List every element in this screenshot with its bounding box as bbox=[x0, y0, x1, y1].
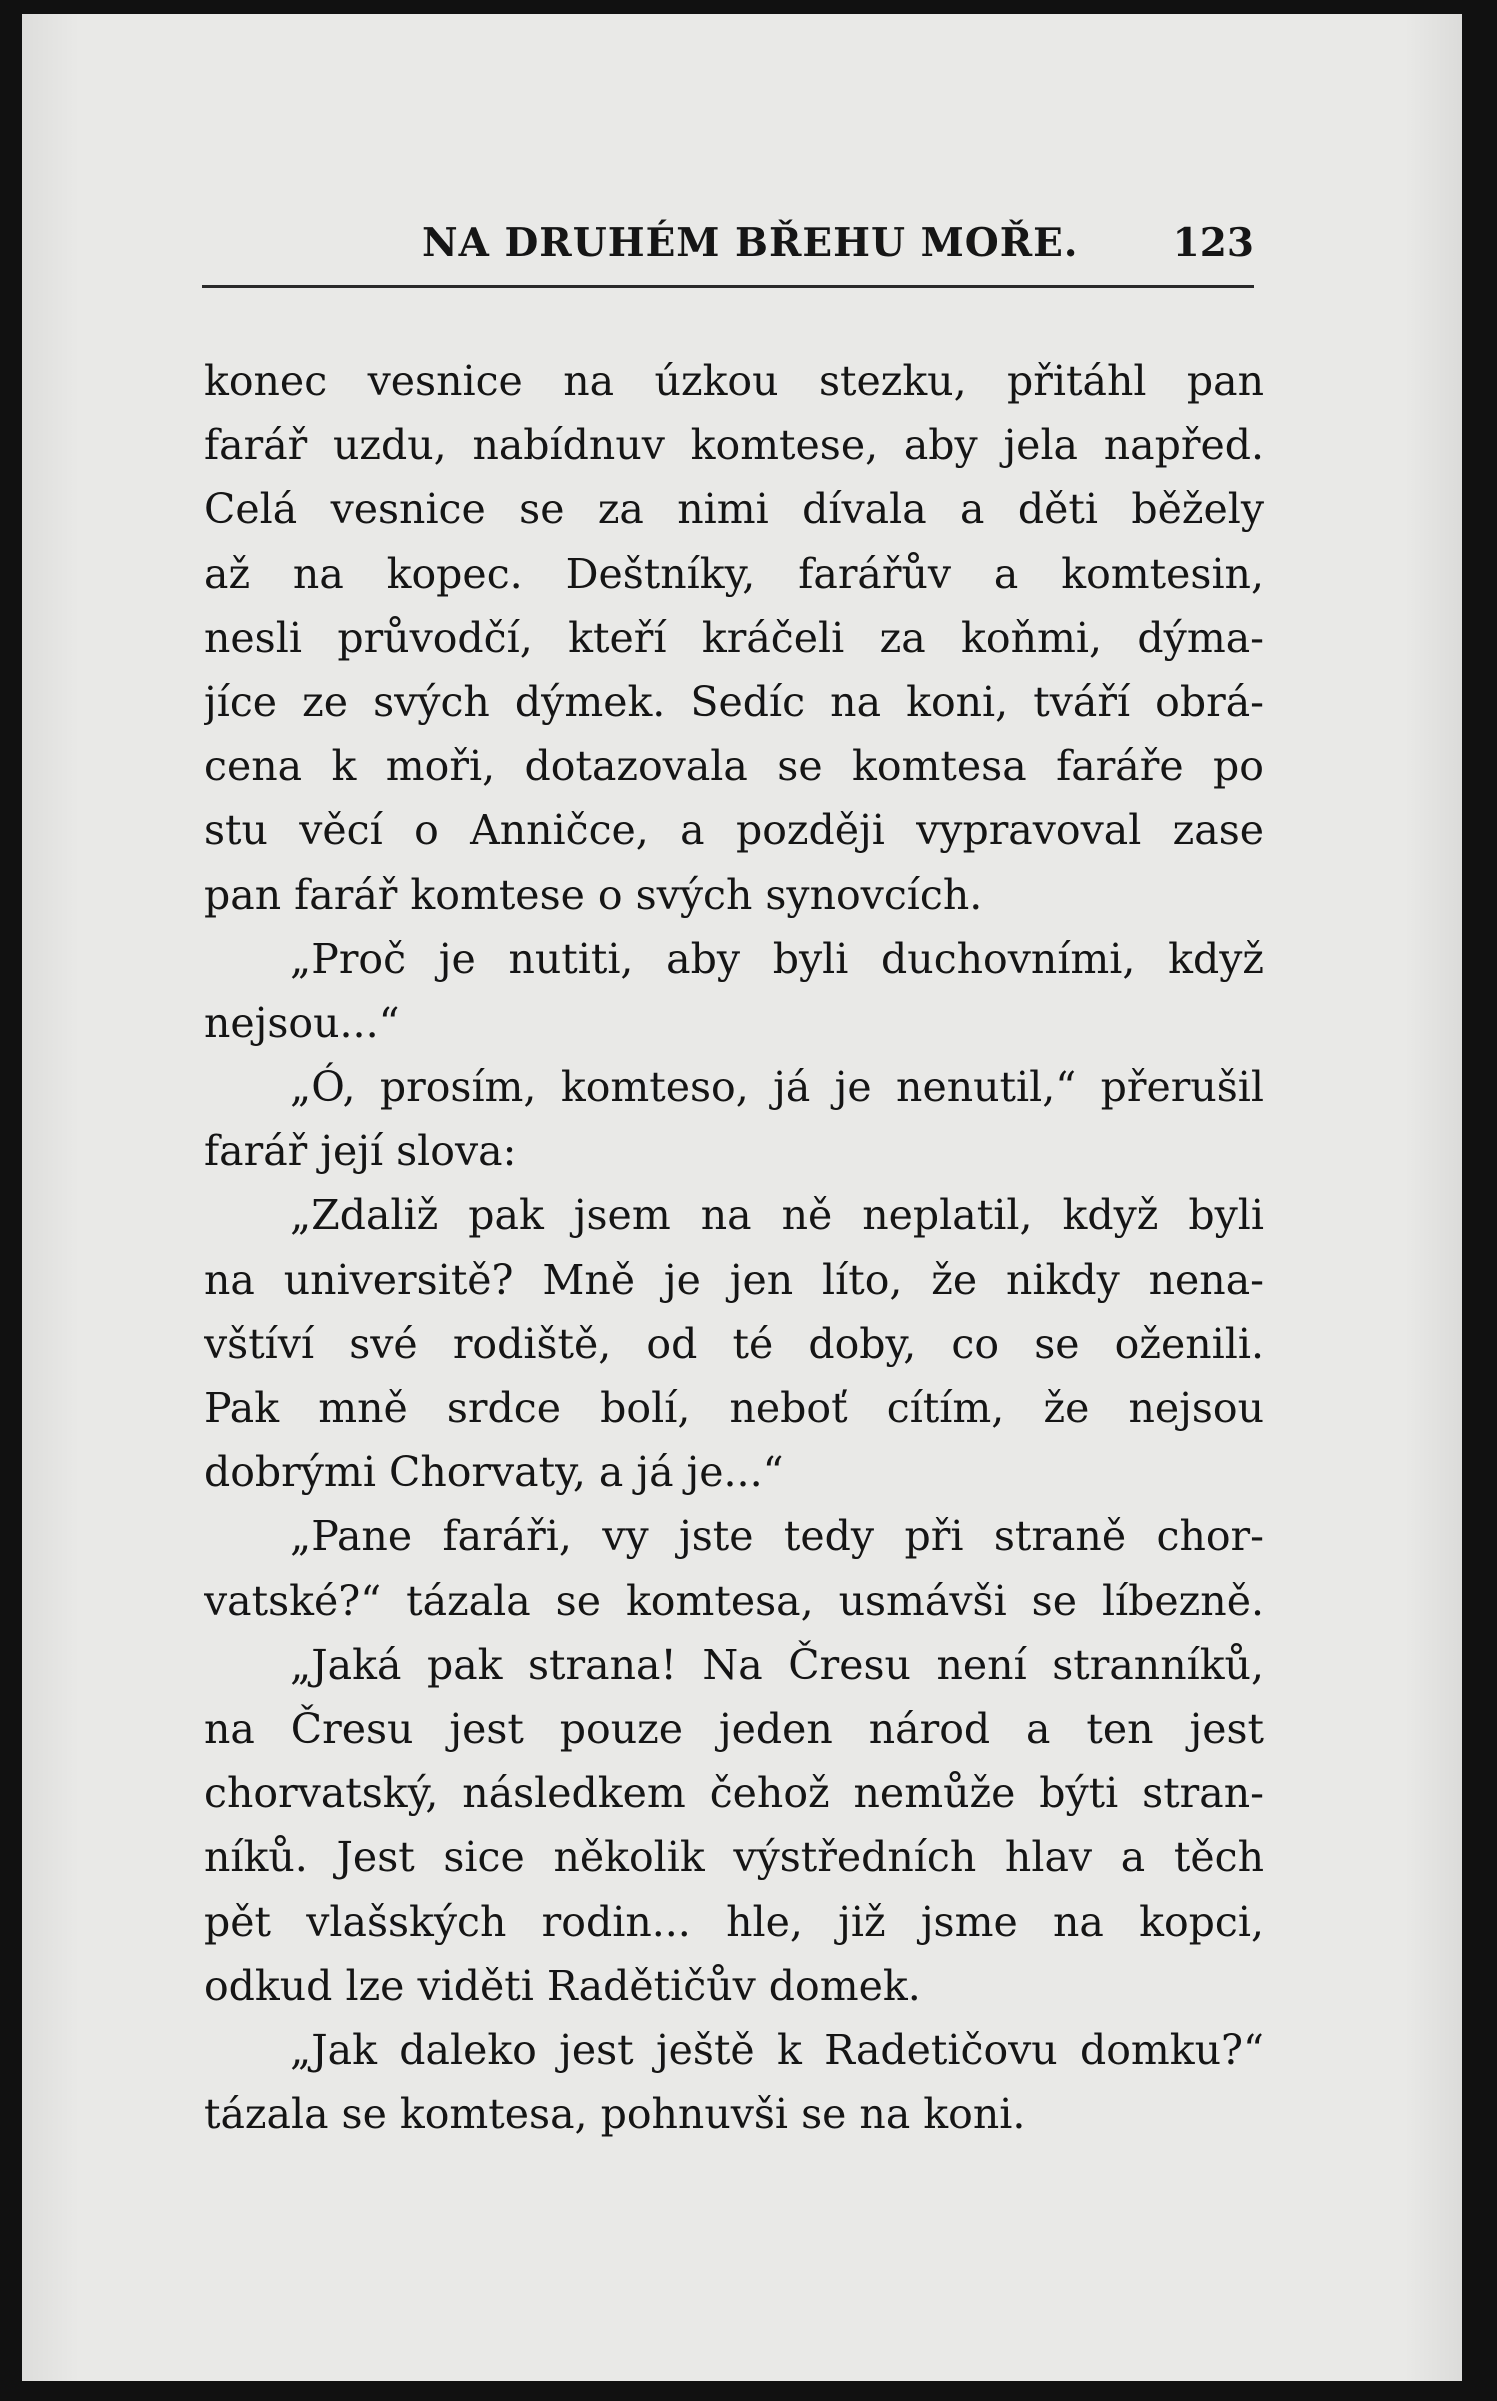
text-line: níků. Jest sice několik výstředních hlav a těch bbox=[204, 1833, 1264, 1882]
text-line: nejsou...“ bbox=[204, 998, 400, 1047]
text-line: „Ó, prosím, komteso, já je nenutil,“ přerušil bbox=[290, 1063, 1264, 1112]
text-line: konec vesnice na úzkou stezku, přitáhl pan bbox=[204, 357, 1264, 405]
running-title: NA DRUHÉM BŘEHU MOŘE. bbox=[422, 220, 1079, 266]
text-line: nesli průvodčí, kteří kráčeli za koňmi, dýma- bbox=[204, 613, 1264, 662]
page-header bbox=[202, 220, 1254, 276]
text-line: „Proč je nutiti, aby byli duchovními, když bbox=[290, 934, 1264, 983]
book-page bbox=[22, 14, 1462, 2381]
header-rule bbox=[202, 285, 1254, 288]
text-line: tázala se komtesa, pohnuvši se na koni. bbox=[204, 2090, 1026, 2139]
text-line: stu věcí o Anničce, a později vypravoval zase bbox=[204, 806, 1264, 855]
text-line: cena k moři, dotazovala se komtesa faráře po bbox=[204, 742, 1264, 791]
text-line: dobrými Chorvaty, a já je...“ bbox=[204, 1448, 784, 1497]
text-line: na universitě? Mně je jen líto, že nikdy nena- bbox=[204, 1255, 1264, 1304]
text-line: „Pane faráři, vy jste tedy při straně chor- bbox=[290, 1512, 1264, 1561]
text-line: farář její slova: bbox=[204, 1127, 517, 1176]
text-line: na Čresu jest pouze jeden národ a ten jest bbox=[204, 1704, 1264, 1753]
text-line: Celá vesnice se za nimi dívala a děti běžely bbox=[204, 485, 1264, 534]
text-line: až na kopec. Deštníky, farářův a komtesin, bbox=[204, 549, 1264, 598]
text-line: Pak mně srdce bolí, neboť cítím, že nejsou bbox=[204, 1384, 1264, 1432]
text-line: „Jak daleko jest ještě k Radetičovu domku?“ bbox=[290, 2025, 1264, 2074]
text-line: „Jaká pak strana! Na Čresu není stranníků, bbox=[290, 1640, 1264, 1689]
text-line: jíce ze svých dýmek. Sedíc na koni, tváří obrá- bbox=[204, 677, 1264, 726]
page-number: 123 bbox=[1172, 220, 1254, 266]
body-text bbox=[204, 349, 1264, 2146]
text-line: vatské?“ tázala se komtesa, usmávši se líbezně. bbox=[204, 1576, 1264, 1625]
text-line: odkud lze viděti Radětičův domek. bbox=[204, 1961, 921, 2010]
text-line: pan farář komtese o svých synovcích. bbox=[204, 870, 983, 919]
text-line: vštíví své rodiště, od té doby, co se oženili. bbox=[204, 1319, 1264, 1368]
text-line: „Zdaliž pak jsem na ně neplatil, když byli bbox=[290, 1191, 1264, 1240]
text-line: pět vlašských rodin... hle, již jsme na kopci, bbox=[204, 1897, 1264, 1946]
text-line: farář uzdu, nabídnuv komtese, aby jela napřed. bbox=[204, 421, 1264, 470]
text-line: chorvatský, následkem čehož nemůže býti stran- bbox=[204, 1769, 1264, 1818]
